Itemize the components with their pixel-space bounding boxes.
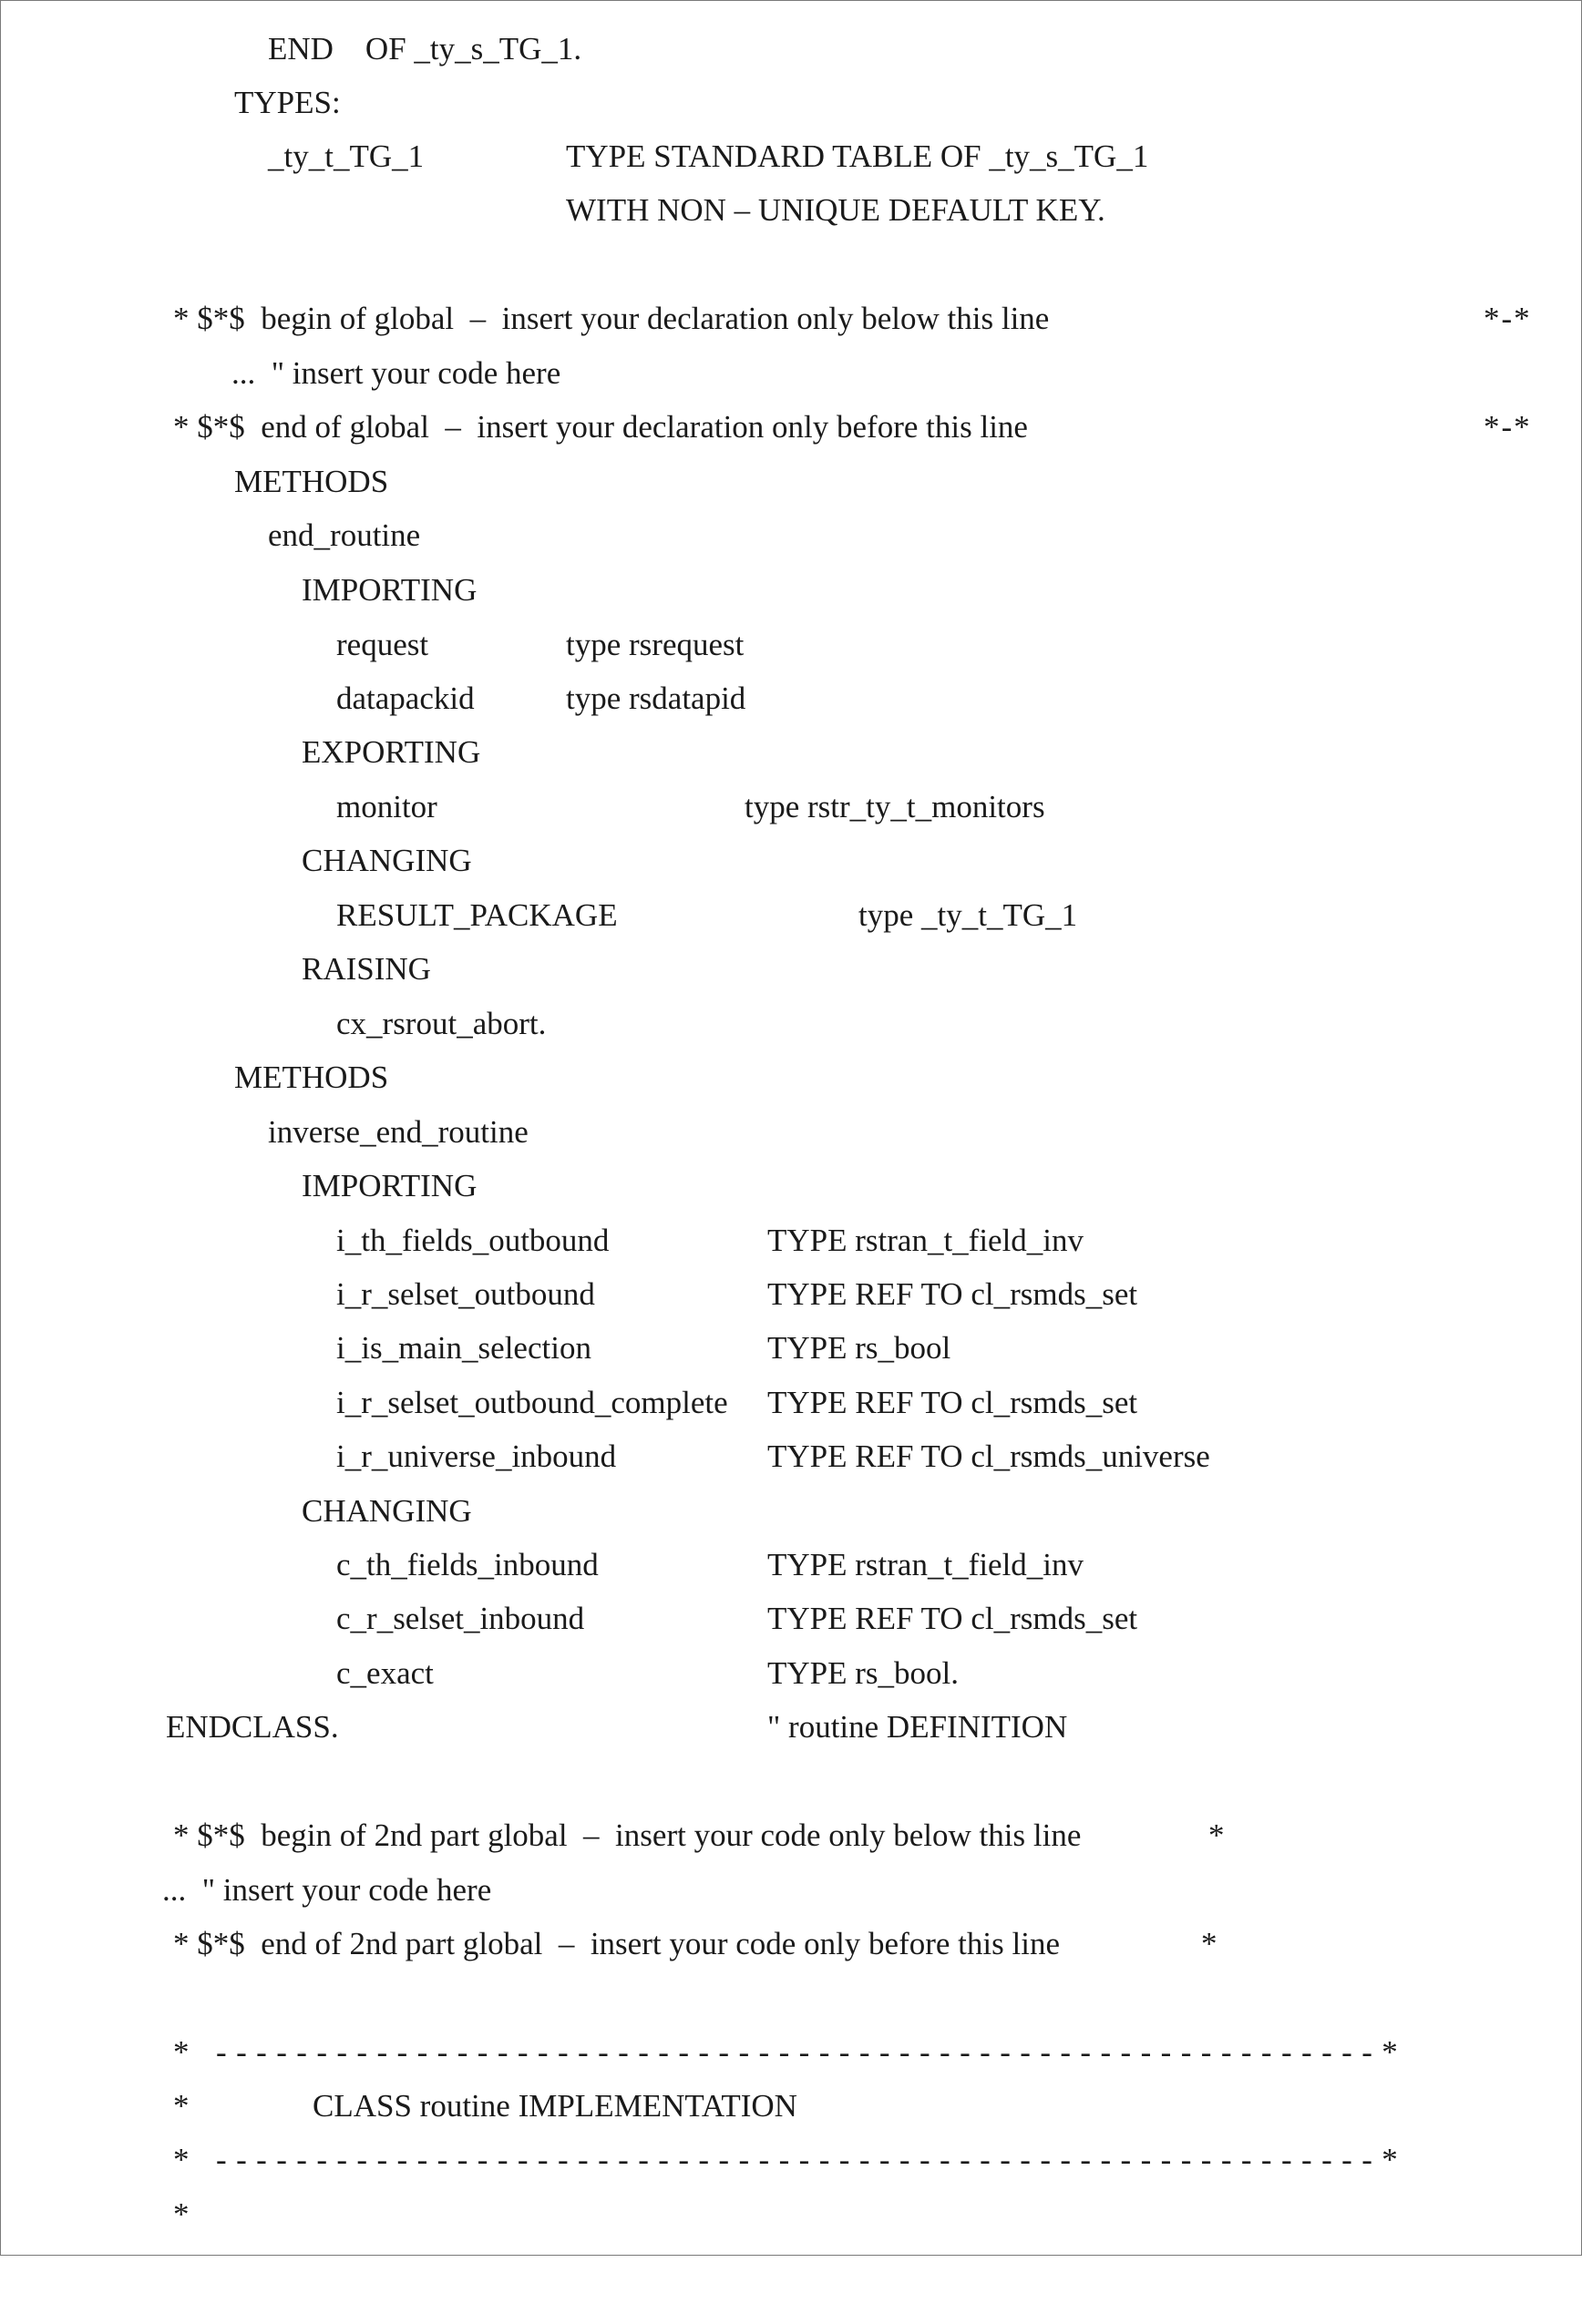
code-line xyxy=(0,2193,190,2237)
code-line xyxy=(0,1381,1138,1425)
line-i-r-selset-complete: i_r_selset_outbound_complete xyxy=(336,1385,728,1420)
line-begin-2nd: * $*$ begin of 2nd part global – insert your code only below this line xyxy=(173,1817,1082,1853)
line-insert-code-2: ... " insert your code here xyxy=(162,1872,492,1908)
code-line xyxy=(0,1111,529,1154)
line-cx-abort: cx_rsrout_abort. xyxy=(336,1006,547,1041)
line-i-r-universe-type: TYPE REF TO cl_rsmds_universe xyxy=(767,1438,1210,1474)
code-line xyxy=(0,1652,959,1695)
code-line xyxy=(0,352,561,395)
line-i-th-fields-type: TYPE rstran_t_field_inv xyxy=(767,1223,1084,1258)
code-line xyxy=(0,27,582,71)
code-line xyxy=(0,1164,478,1208)
code-line xyxy=(0,1056,389,1100)
line-result-package: RESULT_PACKAGE xyxy=(336,897,618,933)
line-monitor-type: type rstr_ty_t_monitors xyxy=(745,789,1045,824)
line-begin-2nd-right: * xyxy=(1208,1817,1227,1853)
code-line xyxy=(0,1002,547,1046)
line-datapackid: datapackid xyxy=(336,681,475,716)
line-methods-2: METHODS xyxy=(234,1060,389,1095)
code-line xyxy=(0,1543,1084,1587)
code-line xyxy=(0,1219,1084,1263)
line-i-r-selset-type: TYPE REF TO cl_rsmds_set xyxy=(767,1276,1138,1312)
code-line xyxy=(0,514,421,558)
code-line xyxy=(0,1814,1227,1858)
code-line xyxy=(0,947,431,991)
line-begin-global-right: *-* xyxy=(1484,301,1532,336)
code-line xyxy=(0,731,481,774)
line-type-key: WITH NON – UNIQUE DEFAULT KEY. xyxy=(566,192,1105,228)
line-raising: RAISING xyxy=(302,951,431,987)
line-endclass: ENDCLASS. xyxy=(166,1709,339,1745)
code-line xyxy=(0,297,1532,341)
line-methods-1: METHODS xyxy=(234,464,389,499)
line-type-name: _ty_t_TG_1 xyxy=(268,138,425,174)
code-line xyxy=(0,839,472,883)
code-line xyxy=(0,785,1045,829)
line-i-is-main-type: TYPE rs_bool xyxy=(767,1330,951,1366)
code-line xyxy=(0,135,1149,179)
line-datapackid-type: type rsdatapid xyxy=(566,681,746,716)
line-final-star: * xyxy=(173,2196,190,2232)
line-end-routine: end_routine xyxy=(268,517,421,553)
line-monitor: monitor xyxy=(336,789,437,824)
code-line xyxy=(0,1326,951,1370)
code-line xyxy=(0,677,746,721)
line-i-is-main: i_is_main_selection xyxy=(336,1330,591,1366)
line-c-th-fields-type: TYPE rstran_t_field_inv xyxy=(767,1547,1084,1582)
line-importing-2: IMPORTING xyxy=(302,1168,478,1203)
code-line xyxy=(0,2031,1408,2074)
code-line xyxy=(0,1705,1068,1749)
line-request: request xyxy=(336,627,429,662)
code-line xyxy=(0,894,1078,937)
line-i-r-selset: i_r_selset_outbound xyxy=(336,1276,595,1312)
line-type-def: TYPE STANDARD TABLE OF _ty_s_TG_1 xyxy=(566,138,1149,174)
line-importing-1: IMPORTING xyxy=(302,572,478,608)
line-exporting: EXPORTING xyxy=(302,734,481,770)
line-end-global: * $*$ end of global – insert your declaration only before this line xyxy=(173,409,1028,445)
line-rule-2: * ----------------------------------------------------------* xyxy=(173,2142,1408,2177)
code-line xyxy=(0,2084,797,2128)
line-endclass-comment: " routine DEFINITION xyxy=(767,1709,1068,1745)
line-result-package-type: type _ty_t_TG_1 xyxy=(858,897,1078,933)
code-line xyxy=(0,405,1532,449)
line-end-2nd: * $*$ end of 2nd part global – insert your code only before this line xyxy=(173,1926,1060,1961)
line-i-r-selset-complete-type: TYPE REF TO cl_rsmds_set xyxy=(767,1385,1138,1420)
code-line xyxy=(0,189,1105,232)
line-end-global-right: *-* xyxy=(1484,409,1532,445)
code-line xyxy=(0,1490,472,1533)
code-line xyxy=(0,460,389,504)
code-line xyxy=(0,1435,1210,1479)
line-end-2nd-right: * xyxy=(1201,1926,1219,1961)
line-inverse-end-routine: inverse_end_routine xyxy=(268,1114,529,1150)
code-line xyxy=(0,1922,1219,1966)
line-i-th-fields: i_th_fields_outbound xyxy=(336,1223,610,1258)
code-line xyxy=(0,568,478,612)
line-class-impl: CLASS routine IMPLEMENTATION xyxy=(313,2088,797,2124)
code-line xyxy=(0,1273,1138,1316)
line-i-r-universe: i_r_universe_inbound xyxy=(336,1438,617,1474)
line-c-r-selset-type: TYPE REF TO cl_rsmds_set xyxy=(767,1601,1138,1636)
line-c-th-fields: c_th_fields_inbound xyxy=(336,1547,599,1582)
code-line xyxy=(0,1868,492,1912)
line-class-impl-star: * xyxy=(173,2088,190,2124)
line-end-of-struct: END OF _ty_s_TG_1. xyxy=(268,31,582,67)
line-insert-code-1: ... " insert your code here xyxy=(231,355,561,391)
line-c-exact-type: TYPE rs_bool. xyxy=(767,1655,959,1691)
line-rule-1: * ----------------------------------------------------------* xyxy=(173,2034,1408,2070)
line-request-type: type rsrequest xyxy=(566,627,745,662)
line-begin-global: * $*$ begin of global – insert your declaration only below this line xyxy=(173,301,1050,336)
line-changing-2: CHANGING xyxy=(302,1493,472,1529)
code-line xyxy=(0,623,745,667)
line-c-exact: c_exact xyxy=(336,1655,434,1691)
line-changing-1: CHANGING xyxy=(302,843,472,878)
code-line xyxy=(0,81,341,125)
line-types: TYPES: xyxy=(234,85,341,120)
line-c-r-selset: c_r_selset_inbound xyxy=(336,1601,585,1636)
code-line xyxy=(0,1597,1138,1641)
code-line xyxy=(0,2138,1408,2182)
